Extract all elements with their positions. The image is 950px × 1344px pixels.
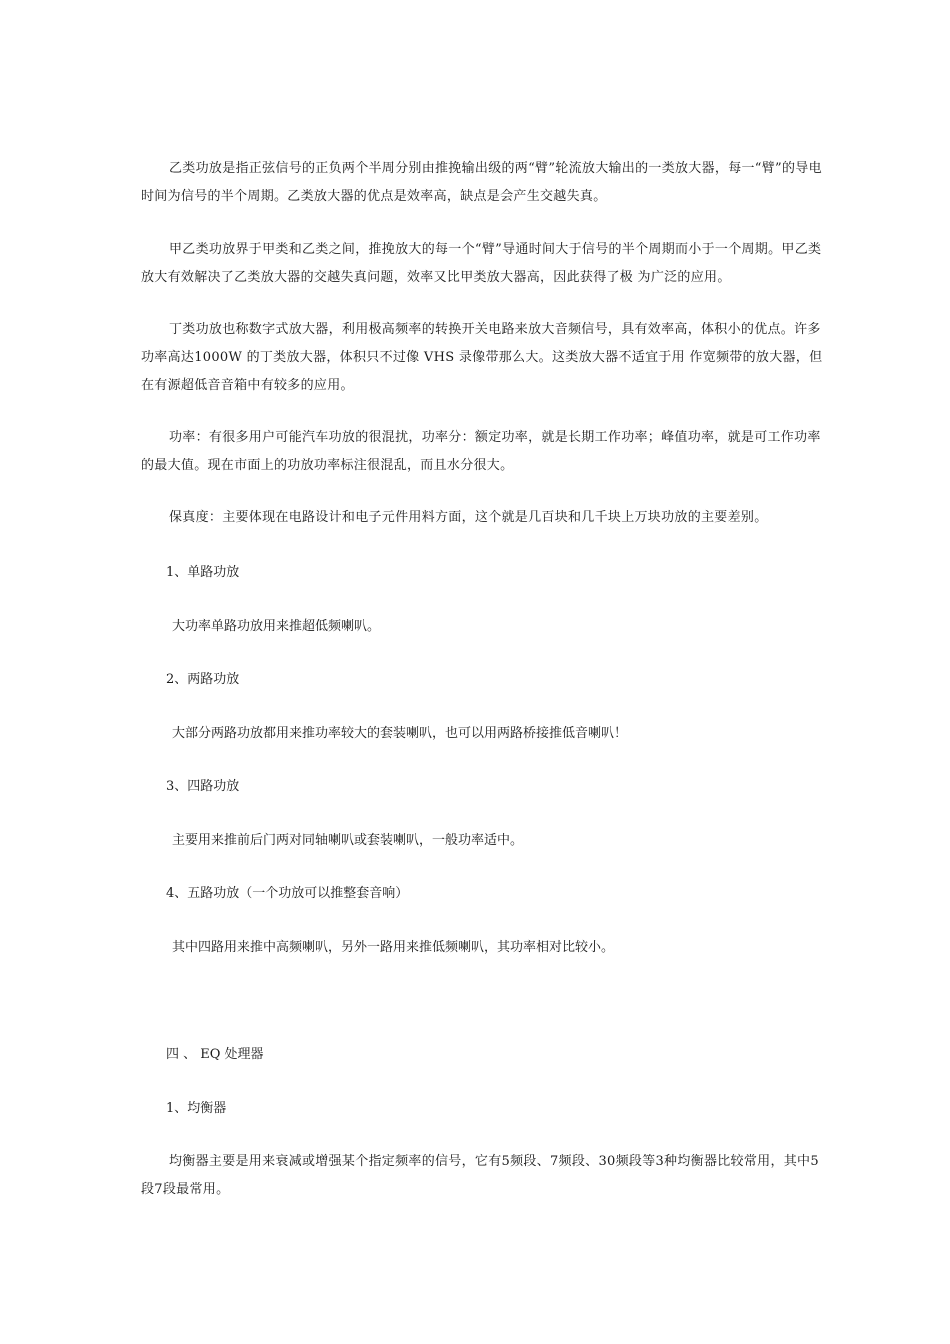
section-title-two-channel: 2、两路功放 — [166, 672, 240, 687]
paragraph-power: 功率：有很多用户可能汽车功放的很混扰，功率分：额定功率，就是长期工作功率；峰值功率，就是可工作功率的最大值。现在市面上的功放功率标注很混乱，而且水分很大。 — [141, 430, 821, 473]
section-text-five-channel: 其中四路用来推中高频喇叭，另外一路用来推低频喇叭，其功率相对比较小。 — [172, 940, 615, 955]
section-text-two-channel: 大部分两路功放都用来推功率较大的套装喇叭，也可以用两路桥接推低音喇叭！ — [172, 726, 628, 741]
section-title-four-channel: 3、四路功放 — [166, 779, 240, 794]
paragraph-equalizer: 均衡器主要是用来衰减或增强某个指定频率的信号，它有5频段、7频段、30频段等3种均衡器比较常用，其中5段7段最常用。 — [141, 1154, 819, 1197]
heading-eq-processor: 四 、 EQ 处理器 — [166, 1047, 264, 1062]
paragraph-fidelity: 保真度：主要体现在电路设计和电子元件用料方面，这个就是几百块和几千块上万块功放的主要差别。 — [169, 510, 768, 525]
section-text-four-channel: 主要用来推前后门两对同轴喇叭或套装喇叭，一般功率适中。 — [172, 833, 524, 848]
section-title-single-channel: 1、单路功放 — [166, 565, 240, 580]
section-text-single-channel: 大功率单路功放用来推超低频喇叭。 — [172, 619, 381, 634]
paragraph-class-ab: 甲乙类功放界于甲类和乙类之间，推挽放大的每一个“臂”导通时间大于信号的半个周期而小于一个周期。甲乙类放大有效解决了乙类放大器的交越失真问题，效率又比甲类放大器高，因此获得了极 为广泛的应用。 — [141, 242, 822, 285]
section-title-equalizer: 1、均衡器 — [166, 1101, 227, 1116]
paragraph-class-d: 丁类功放也称数字式放大器，利用极高频率的转换开关电路来放大音频信号，具有效率高，体积小的优点。许多功率高达1000W 的丁类放大器，体积只不过像 VHS 录像带那么大。这类放大器不适宜于用 作宽频带的放大器，但在有源超低音音箱中有较多的应用。 — [141, 322, 823, 393]
paragraph-class-b: 乙类功放是指正弦信号的正负两个半周分别由推挽输出级的两“臂”轮流放大输出的一类放大器，每一“臂”的导电时间为信号的半个周期。乙类放大器的优点是效率高，缺点是会产生交越失真。 — [141, 161, 822, 204]
section-title-five-channel: 4、五路功放（一个功放可以推整套音响） — [166, 886, 409, 901]
